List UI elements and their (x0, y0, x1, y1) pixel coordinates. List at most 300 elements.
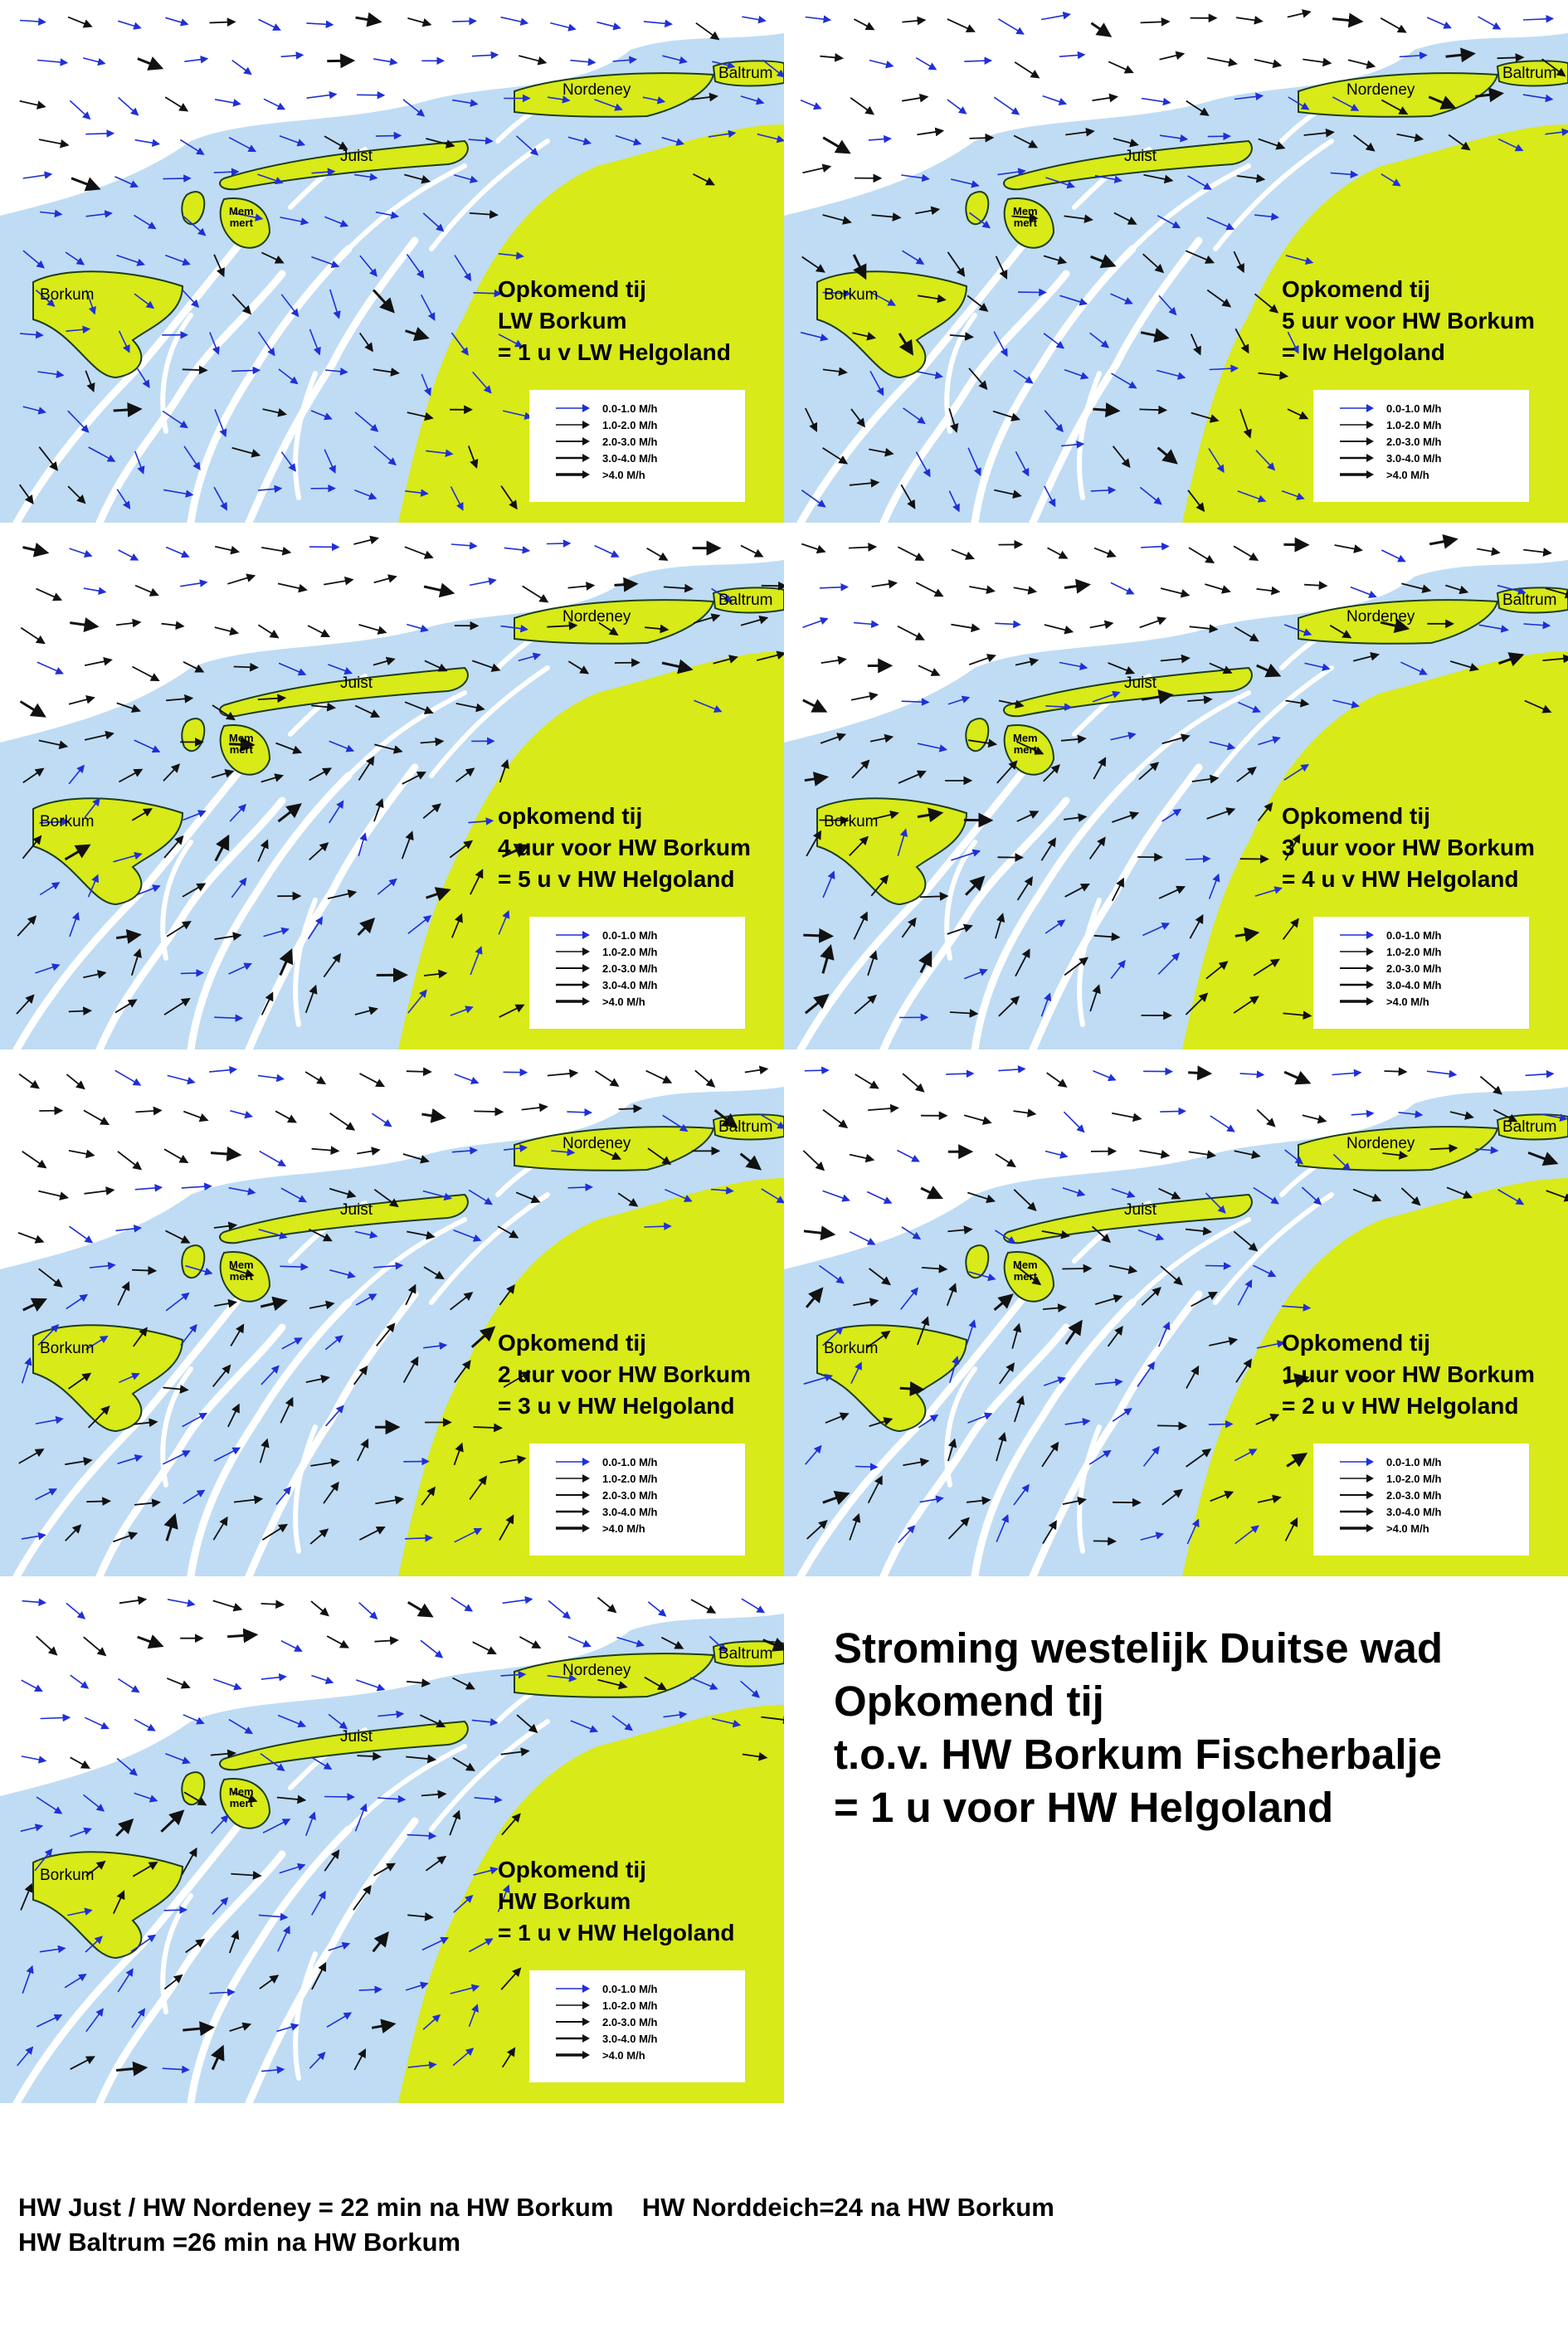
current-arrow (227, 576, 254, 584)
legend-arrow-icon (1338, 980, 1375, 990)
current-arrow (20, 21, 45, 22)
current-arrow (1094, 548, 1115, 557)
current-arrow (20, 101, 45, 107)
current-arrow (1429, 539, 1456, 544)
norderney-label: Nordeney (562, 1135, 631, 1152)
legend-arrow-icon (554, 1457, 591, 1467)
current-arrow (1351, 1113, 1373, 1115)
current-arrow (213, 1600, 241, 1609)
current-arrow (135, 1187, 162, 1190)
current-arrow (472, 55, 498, 56)
current-arrow (261, 1604, 284, 1605)
legend-label: 3.0-4.0 M/h (602, 1505, 658, 1518)
current-arrow (135, 586, 158, 596)
current-arrow (164, 1149, 187, 1162)
current-arrow (854, 19, 874, 29)
current-arrow (548, 1600, 570, 1618)
current-arrow (37, 662, 63, 674)
current-arrow (918, 665, 939, 675)
borkum-label: Borkum (824, 286, 879, 304)
panel-caption-line-2: 1 uur voor HW Borkum (1282, 1361, 1535, 1387)
panel-caption (498, 274, 772, 368)
borkum-label: Borkum (824, 813, 879, 830)
current-arrow (37, 61, 67, 63)
current-arrow (421, 1114, 444, 1118)
juist-label: Juist (340, 1728, 373, 1746)
legend-label: 1.0-2.0 M/h (602, 1999, 658, 2012)
legend-arrow-icon (1338, 996, 1375, 1006)
legend-entry (1338, 976, 1529, 993)
current-arrow (597, 22, 621, 28)
legend-label: 0.0-1.0 M/h (1386, 1455, 1442, 1468)
current-arrow (1045, 625, 1073, 632)
current-arrow (353, 538, 377, 544)
legend-entry (1338, 1520, 1529, 1536)
current-arrow (1112, 1113, 1141, 1119)
legend-label: 2.0-3.0 M/h (602, 962, 658, 975)
legend-entry (554, 1470, 745, 1487)
current-arrow (1477, 549, 1499, 553)
current-arrow (19, 1074, 38, 1088)
legend-entry (1338, 1503, 1529, 1520)
current-arrow (278, 583, 306, 590)
footnote (18, 2190, 1054, 2260)
current-arrow (898, 626, 923, 640)
panel-caption-line-3: = 4 u v HW Helgoland (1282, 866, 1519, 892)
legend-entry (1338, 943, 1529, 960)
current-arrow (855, 1074, 879, 1088)
legend-arrow-icon (1338, 470, 1375, 480)
baltrum-label: Baltrum (718, 65, 773, 82)
current-arrow (519, 1637, 539, 1648)
current-arrow (324, 1797, 354, 1798)
map-panel-6 (784, 1054, 1568, 1576)
current-arrow (138, 59, 162, 68)
current-arrow (1284, 1072, 1309, 1083)
current-arrow (211, 1153, 239, 1155)
current-arrow (1427, 17, 1450, 28)
current-arrow (998, 1069, 1025, 1070)
current-arrow (648, 1602, 665, 1616)
current-arrow (138, 1637, 162, 1646)
current-arrow (327, 1636, 348, 1648)
current-arrow (855, 1467, 877, 1468)
current-arrow (1234, 546, 1258, 560)
current-arrow (548, 1073, 577, 1075)
panel-caption-line-3: = lw Helgoland (1282, 339, 1445, 365)
legend-label: >4.0 M/h (602, 995, 645, 1008)
legend-label: >4.0 M/h (1386, 995, 1429, 1008)
current-arrow (135, 140, 159, 144)
legend-entry (554, 943, 745, 960)
current-arrow (823, 1110, 847, 1127)
current-arrow (1478, 17, 1500, 29)
legend-arrow-icon (554, 1984, 591, 1994)
current-arrow (473, 293, 500, 294)
current-arrow (473, 1642, 496, 1653)
current-arrow (1240, 1074, 1264, 1075)
legend-arrow-icon (1338, 403, 1375, 413)
current-arrow (22, 1152, 46, 1168)
current-arrow (261, 548, 290, 553)
current-arrow (264, 99, 285, 109)
current-arrow (1205, 584, 1230, 592)
current-arrow (917, 131, 942, 135)
norderney-label: Nordeney (1346, 81, 1415, 99)
current-arrow (964, 1115, 991, 1122)
current-arrow (38, 1191, 67, 1198)
current-arrow (232, 61, 251, 75)
current-arrow (820, 587, 848, 588)
current-arrow (1207, 58, 1236, 64)
current-arrow (1059, 55, 1084, 56)
current-arrow (311, 1676, 332, 1683)
legend-entry (554, 416, 745, 433)
panel-caption-line-3: = 3 u v HW Helgoland (498, 1393, 735, 1419)
current-arrow (872, 583, 897, 587)
legend-arrow-icon (554, 436, 591, 446)
current-arrow (85, 1190, 114, 1193)
juist-label: Juist (340, 1201, 373, 1219)
current-arrow (184, 59, 207, 62)
current-arrow (522, 1107, 547, 1110)
juist-label: Juist (1124, 1201, 1157, 1219)
current-arrow (134, 1719, 154, 1730)
current-arrow (119, 98, 139, 115)
main-title-line-3: t.o.v. HW Borkum Fischerbalje (834, 1731, 1443, 1778)
baltrum-label: Baltrum (718, 592, 773, 609)
legend-arrow-icon (554, 470, 591, 480)
legend-entry (1338, 960, 1529, 976)
current-arrow (71, 178, 99, 189)
current-arrow (519, 56, 545, 62)
current-arrow (902, 20, 924, 22)
current-arrow (821, 660, 845, 664)
current-arrow (741, 546, 762, 557)
current-arrow (408, 1602, 431, 1616)
legend-entry (554, 1487, 745, 1503)
current-arrow (183, 1112, 207, 1121)
legend-entry (554, 1520, 745, 1536)
current-arrow (1041, 14, 1069, 19)
panel-caption (1282, 1327, 1556, 1422)
legend-label: 2.0-3.0 M/h (1386, 962, 1442, 975)
panel-caption-line-2: LW Borkum (498, 308, 627, 334)
current-arrow (806, 17, 830, 21)
current-arrow (132, 667, 158, 681)
legend-label: 0.0-1.0 M/h (1386, 928, 1442, 942)
current-arrow (312, 1149, 338, 1152)
memmert-label: Mem mert (229, 1785, 254, 1809)
current-arrow (1091, 23, 1109, 36)
current-arrow (162, 624, 183, 626)
current-arrow (356, 1680, 384, 1690)
current-arrow (568, 586, 594, 588)
panel-caption-line-1: Opkomend tij (498, 1857, 646, 1882)
current-arrow (742, 1599, 764, 1612)
current-arrow (281, 55, 303, 56)
panel-caption-line-2: 3 uur voor HW Borkum (1282, 835, 1535, 860)
current-arrow (850, 1155, 874, 1160)
panel-caption-line-3: = 1 u v LW Helgoland (498, 339, 731, 365)
current-arrow (1157, 1425, 1186, 1426)
current-arrow (742, 17, 765, 21)
current-arrow (67, 1074, 85, 1088)
current-arrow (165, 17, 187, 24)
current-arrow (166, 548, 188, 558)
speed-legend (1313, 917, 1529, 1029)
current-arrow (1139, 409, 1166, 410)
current-arrow (823, 138, 849, 153)
current-arrow (452, 21, 475, 22)
current-arrow (69, 698, 94, 704)
current-arrow (359, 1603, 377, 1619)
speed-legend (529, 917, 745, 1029)
current-arrow (180, 582, 207, 587)
current-arrow (854, 623, 878, 625)
current-arrow (820, 56, 842, 59)
legend-entry (554, 976, 745, 993)
legend-arrow-icon (1338, 436, 1375, 446)
current-arrow (360, 1074, 384, 1086)
current-arrow (646, 1071, 671, 1083)
norderney-label: Nordeney (562, 1662, 631, 1679)
current-arrow (183, 369, 207, 370)
legend-arrow-icon (554, 420, 591, 430)
legend-entry (554, 450, 745, 466)
current-arrow (1257, 589, 1279, 592)
legend-entry (554, 1503, 745, 1520)
current-arrow (84, 588, 105, 592)
legend-arrow-icon (554, 403, 591, 413)
current-arrow (998, 19, 1023, 34)
current-arrow (1111, 582, 1133, 593)
legend-entry (554, 2014, 745, 2030)
current-arrow (23, 548, 47, 553)
legend-label: 3.0-4.0 M/h (602, 978, 658, 991)
legend-arrow-icon (554, 947, 591, 957)
current-arrow (1526, 1074, 1553, 1075)
current-arrow (85, 1717, 108, 1728)
current-arrow (84, 1110, 109, 1124)
legend-entry (554, 466, 745, 483)
current-arrow (969, 587, 994, 591)
current-arrow (921, 1188, 941, 1198)
current-arrow (920, 896, 947, 897)
legend-label: 0.0-1.0 M/h (602, 1455, 658, 1468)
speed-legend (529, 1444, 745, 1556)
current-arrow (803, 700, 825, 711)
current-arrow (1189, 548, 1214, 562)
memmert-label: Mem mert (229, 205, 254, 229)
legend-label: 2.0-3.0 M/h (1386, 435, 1442, 448)
footnote-line-1: HW Just / HW Nordeney = 22 min na HW Borkum HW Norddeich=24 na HW Borkum (18, 2193, 1054, 2222)
main-title-line-4: = 1 u voor HW Helgoland (834, 1784, 1334, 1831)
legend-label: 2.0-3.0 M/h (602, 435, 658, 448)
panel-caption-line-2: HW Borkum (498, 1888, 631, 1914)
memmert-label: Mem mert (1013, 205, 1038, 229)
juist-label: Juist (1124, 674, 1157, 692)
panel-caption-line-1: Opkomend tij (1282, 1330, 1430, 1356)
legend-arrow-icon (1338, 963, 1375, 973)
current-arrow (869, 61, 893, 66)
legend-arrow-icon (554, 996, 591, 1006)
legend-arrow-icon (554, 963, 591, 973)
current-arrow (39, 139, 68, 145)
memmert-label: Mem mert (1013, 1259, 1038, 1283)
norderney-label: Nordeney (1346, 608, 1415, 626)
current-arrow (168, 1075, 194, 1082)
legend-entry (554, 1997, 745, 2014)
current-arrow (213, 1679, 241, 1689)
current-arrow (596, 1071, 619, 1086)
current-arrow (900, 1388, 923, 1390)
legend-entry (554, 927, 745, 943)
current-arrow (70, 548, 91, 556)
current-arrow (37, 1636, 56, 1654)
legend-entry (554, 433, 745, 450)
norderney-label: Nordeney (1346, 1135, 1415, 1152)
juist-label: Juist (1124, 148, 1157, 165)
juist-label: Juist (340, 148, 373, 165)
current-arrow (1015, 62, 1039, 78)
map-panel-7 (0, 1580, 784, 2103)
footnote-line-2: HW Baltrum =26 min na HW Borkum (18, 2228, 461, 2257)
current-arrow (869, 139, 890, 140)
current-arrow (1257, 1110, 1274, 1127)
current-arrow (164, 1910, 187, 1911)
current-arrow (745, 1069, 767, 1072)
current-arrow (1014, 1111, 1035, 1114)
current-arrow (849, 547, 875, 548)
legend-arrow-icon (1338, 1523, 1375, 1533)
map-panel-4 (784, 527, 1568, 1049)
norderney-label: Nordeney (562, 608, 631, 626)
current-arrow (451, 544, 476, 546)
baltrum-label: Baltrum (1502, 592, 1557, 609)
norderney-label: Nordeney (562, 81, 631, 99)
current-arrow (1254, 60, 1281, 66)
panel-caption-line-3: = 5 u v HW Helgoland (498, 866, 735, 892)
current-arrow (69, 1151, 94, 1156)
current-arrow (182, 1186, 211, 1188)
current-arrow (451, 1598, 472, 1611)
legend-arrow-icon (554, 453, 591, 463)
current-arrow (897, 1151, 918, 1161)
current-arrow (215, 547, 238, 552)
current-arrow (762, 586, 784, 587)
current-arrow (22, 1601, 46, 1603)
legend-label: 1.0-2.0 M/h (1386, 945, 1442, 958)
current-arrow (70, 100, 90, 119)
current-arrow (168, 1600, 194, 1605)
current-arrow (405, 547, 432, 558)
legend-label: 1.0-2.0 M/h (602, 945, 658, 958)
legend-arrow-icon (1338, 420, 1375, 430)
current-arrow (359, 625, 386, 632)
current-arrow (70, 623, 96, 627)
current-arrow (1351, 587, 1376, 597)
legend-arrow-icon (1338, 453, 1375, 463)
current-arrow (903, 1074, 923, 1092)
current-arrow (504, 548, 529, 550)
main-title (834, 1622, 1443, 1834)
legend-entry (1338, 1454, 1529, 1470)
current-arrow (1288, 12, 1310, 17)
current-arrow (21, 702, 45, 717)
current-arrow (1210, 1116, 1234, 1132)
current-arrow (1093, 1071, 1116, 1080)
current-arrow (305, 1072, 324, 1083)
current-arrow (230, 1111, 251, 1117)
current-arrow (1064, 585, 1088, 588)
current-arrow (1335, 545, 1362, 550)
current-arrow (258, 625, 278, 637)
current-arrow (970, 138, 993, 139)
juist-label: Juist (340, 674, 373, 692)
current-arrow (356, 17, 380, 22)
current-arrow (1064, 1112, 1083, 1132)
current-arrow (1043, 96, 1066, 105)
current-arrow (215, 627, 238, 633)
current-arrow (474, 1111, 502, 1112)
current-arrow (550, 23, 575, 29)
current-arrow (1189, 1152, 1215, 1156)
current-arrow (1047, 1073, 1066, 1087)
current-arrow (691, 1600, 715, 1613)
current-arrow (330, 1113, 354, 1130)
legend-arrow-icon (554, 930, 591, 940)
current-arrow (597, 1598, 616, 1613)
current-arrow (994, 97, 1019, 114)
current-arrow (804, 1231, 833, 1234)
current-arrow (376, 135, 401, 136)
current-arrow (996, 1154, 1015, 1166)
current-arrow (547, 543, 570, 544)
current-arrow (181, 973, 203, 974)
current-arrow (281, 1641, 302, 1651)
legend-label: >4.0 M/h (602, 1522, 645, 1535)
current-arrow (261, 1677, 285, 1679)
panel-caption-line-3: = 2 u v HW Helgoland (1282, 1393, 1519, 1419)
current-arrow (470, 580, 495, 585)
current-arrow (21, 628, 44, 644)
legend-label: 1.0-2.0 M/h (1386, 418, 1442, 431)
current-arrow (916, 58, 936, 70)
current-arrow (119, 1600, 146, 1604)
current-arrow (23, 174, 51, 178)
current-arrow (823, 1191, 850, 1200)
current-arrow (41, 1717, 70, 1718)
current-arrow (645, 1226, 671, 1227)
current-arrow (18, 1233, 43, 1242)
legend-label: 3.0-4.0 M/h (1386, 978, 1442, 991)
legend-label: 1.0-2.0 M/h (1386, 1472, 1442, 1485)
panel-caption (498, 801, 772, 895)
legend-label: 0.0-1.0 M/h (602, 1982, 658, 1995)
legend-arrow-icon (554, 1507, 591, 1517)
current-arrow (1093, 97, 1118, 101)
legend-label: 3.0-4.0 M/h (602, 2032, 658, 2045)
legend-label: 1.0-2.0 M/h (602, 1472, 658, 1485)
current-arrow (1523, 18, 1553, 20)
current-arrow (407, 1071, 431, 1072)
legend-label: >4.0 M/h (1386, 468, 1429, 481)
current-arrow (307, 95, 336, 99)
current-arrow (570, 61, 595, 63)
legend-label: 2.0-3.0 M/h (1386, 1488, 1442, 1502)
legend-arrow-icon (554, 2050, 591, 2060)
